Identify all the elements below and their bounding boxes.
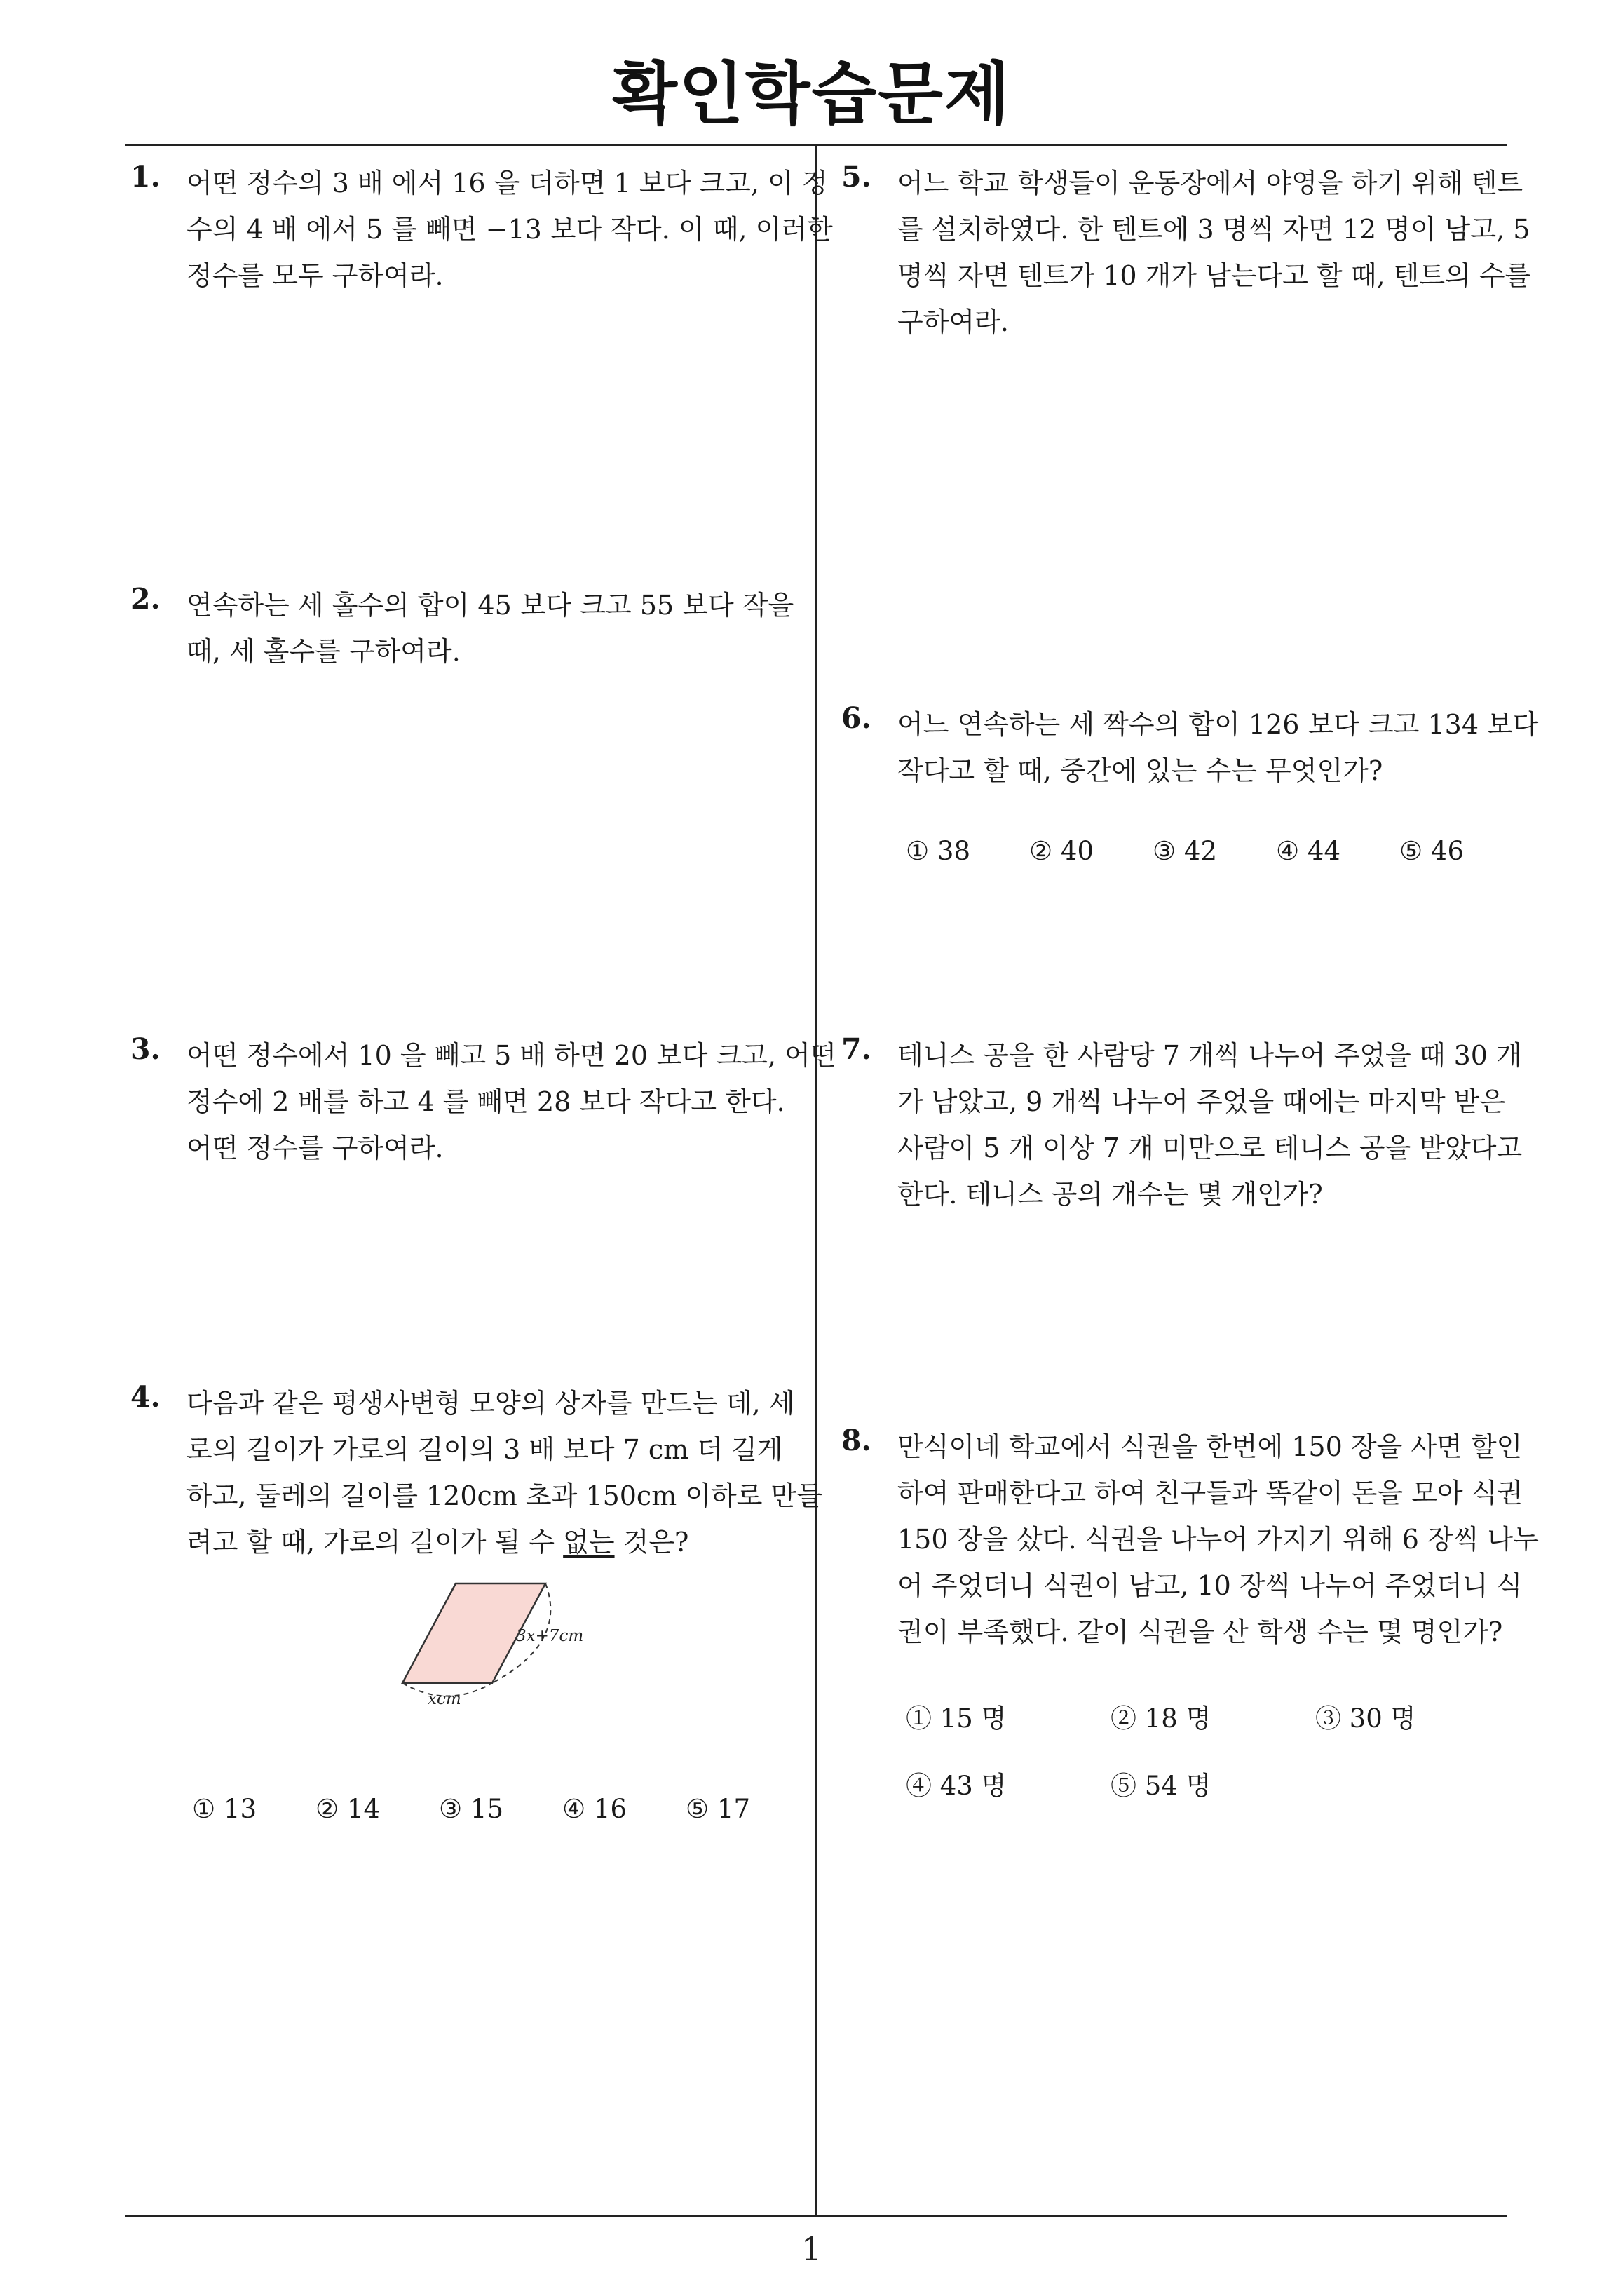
problem-line: 사람이 5 개 이상 7 개 미만으로 테니스 공을 받았다고 bbox=[897, 1133, 1523, 1163]
choice-option[interactable]: ② 18 명 bbox=[1111, 1703, 1211, 1734]
choice-option[interactable]: ④ 16 bbox=[562, 1794, 627, 1824]
problem-line: 테니스 공을 한 사람당 7 개씩 나누어 주었을 때 30 개 bbox=[897, 1040, 1522, 1071]
choice-option[interactable]: ① 15 명 bbox=[906, 1703, 1007, 1734]
base-label: xcm bbox=[428, 1690, 461, 1708]
parallelogram-figure bbox=[379, 1565, 603, 1720]
choice-option[interactable]: ② 40 bbox=[1029, 836, 1094, 866]
problem-line: 다음과 같은 평생사변형 모양의 상자를 만드는 데, 세 bbox=[186, 1388, 795, 1419]
problem-text bbox=[897, 1424, 1539, 1655]
problem-line: 권이 부족했다. 같이 식권을 산 학생 수는 몇 명인가? bbox=[897, 1616, 1503, 1647]
problem-number: 8. bbox=[841, 1424, 871, 1457]
problem-line: 어떤 정수의 3 배 에서 16 을 더하면 1 보다 크고, 이 정 bbox=[186, 168, 828, 198]
problem-number: 3. bbox=[130, 1032, 161, 1066]
problem-line: 만식이네 학교에서 식권을 한번에 150 장을 사면 할인 bbox=[897, 1431, 1523, 1462]
problem-line: 로의 길이가 가로의 길이의 3 배 보다 7 cm 더 길게 bbox=[186, 1434, 783, 1465]
problem-line: 어 주었더니 식권이 남고, 10 장씩 나누어 주었더니 식 bbox=[897, 1570, 1523, 1601]
problem-line-part: 려고 할 때, 가로의 길이가 될 수 bbox=[186, 1527, 564, 1558]
problem-text bbox=[186, 1380, 822, 1565]
problem-text bbox=[897, 160, 1530, 345]
column-divider bbox=[815, 144, 817, 2215]
problem-line: 명씩 자면 텐트가 10 개가 남는다고 할 때, 텐트의 수를 bbox=[897, 260, 1531, 291]
choice-option[interactable]: ③ 15 bbox=[439, 1794, 504, 1824]
side-label: 3x+7cm bbox=[516, 1627, 584, 1645]
problem-line: 어떤 정수를 구하여라. bbox=[186, 1133, 444, 1163]
problem-line: 어느 학교 학생들이 운동장에서 야영을 하기 위해 텐트 bbox=[897, 168, 1523, 198]
problem-number: 4. bbox=[130, 1380, 161, 1414]
problem-text bbox=[186, 160, 833, 299]
choice-option[interactable]: ④ 43 명 bbox=[906, 1771, 1007, 1801]
problem-line-part: 것은? bbox=[614, 1527, 689, 1558]
choice-option[interactable]: ② 14 bbox=[315, 1794, 381, 1824]
problem-number: 6. bbox=[841, 701, 871, 735]
problem-line: 정수에 2 배를 하고 4 를 빼면 28 보다 작다고 한다. bbox=[186, 1086, 785, 1117]
problem-line: 를 설치하였다. 한 텐트에 3 명씩 자면 12 명이 남고, 5 bbox=[897, 214, 1530, 245]
problem-line: 연속하는 세 홀수의 합이 45 보다 크고 55 보다 작을 bbox=[186, 590, 794, 621]
problem-line: 하고, 둘레의 길이를 120cm 초과 150cm 이하로 만들 bbox=[186, 1480, 822, 1511]
choices-problem-4 bbox=[192, 1794, 753, 1829]
problem-line: 작다고 할 때, 중간에 있는 수는 무엇인가? bbox=[897, 755, 1383, 786]
choice-option[interactable]: ③ 42 bbox=[1153, 836, 1218, 866]
problem-line bbox=[186, 1519, 822, 1565]
choice-option[interactable]: ③ 30 명 bbox=[1315, 1703, 1416, 1734]
problem-line: 때, 세 홀수를 구하여라. bbox=[186, 636, 461, 667]
problem-number: 5. bbox=[841, 160, 871, 194]
choice-option[interactable]: ① 38 bbox=[906, 836, 971, 866]
problem-line: 구하여라. bbox=[897, 306, 1009, 337]
page-title: 확인학습문제 bbox=[612, 55, 1011, 133]
choice-option[interactable]: ① 13 bbox=[192, 1794, 257, 1824]
problem-line: 어떤 정수에서 10 을 빼고 5 배 하면 20 보다 크고, 어떤 bbox=[186, 1040, 836, 1071]
problem-line: 수의 4 배 에서 5 를 빼면 −13 보다 작다. 이 때, 이러한 bbox=[186, 214, 833, 245]
choice-option[interactable]: ⑤ 17 bbox=[686, 1794, 751, 1824]
problem-number: 1. bbox=[130, 160, 161, 194]
underlined-word: 없는 bbox=[563, 1527, 615, 1558]
choice-option[interactable]: ⑤ 54 명 bbox=[1111, 1771, 1211, 1801]
choice-option[interactable]: ⑤ 46 bbox=[1399, 836, 1465, 866]
problem-text bbox=[897, 1032, 1522, 1217]
problem-line: 150 장을 샀다. 식권을 나누어 가지기 위해 6 장씩 나누 bbox=[897, 1524, 1539, 1555]
problem-number: 2. bbox=[130, 582, 161, 616]
choice-option[interactable]: ④ 44 bbox=[1276, 836, 1341, 866]
problem-text bbox=[897, 701, 1539, 794]
problem-line: 어느 연속하는 세 짝수의 합이 126 보다 크고 134 보다 bbox=[897, 709, 1539, 740]
page-number: 1 bbox=[801, 2230, 822, 2268]
problem-line: 한다. 테니스 공의 개수는 몇 개인가? bbox=[897, 1179, 1323, 1210]
bottom-rule bbox=[125, 2215, 1507, 2217]
problem-text bbox=[186, 582, 794, 675]
problem-line: 정수를 모두 구하여라. bbox=[186, 260, 444, 291]
choices-problem-6 bbox=[906, 836, 1467, 871]
problem-text bbox=[186, 1032, 836, 1171]
choices-problem-8 bbox=[906, 1697, 1467, 1802]
problem-number: 7. bbox=[841, 1032, 871, 1066]
problem-line: 가 남았고, 9 개씩 나누어 주었을 때에는 마지막 받은 bbox=[897, 1086, 1506, 1117]
problem-line: 하여 판매한다고 하여 친구들과 똑같이 돈을 모아 식권 bbox=[897, 1478, 1523, 1508]
